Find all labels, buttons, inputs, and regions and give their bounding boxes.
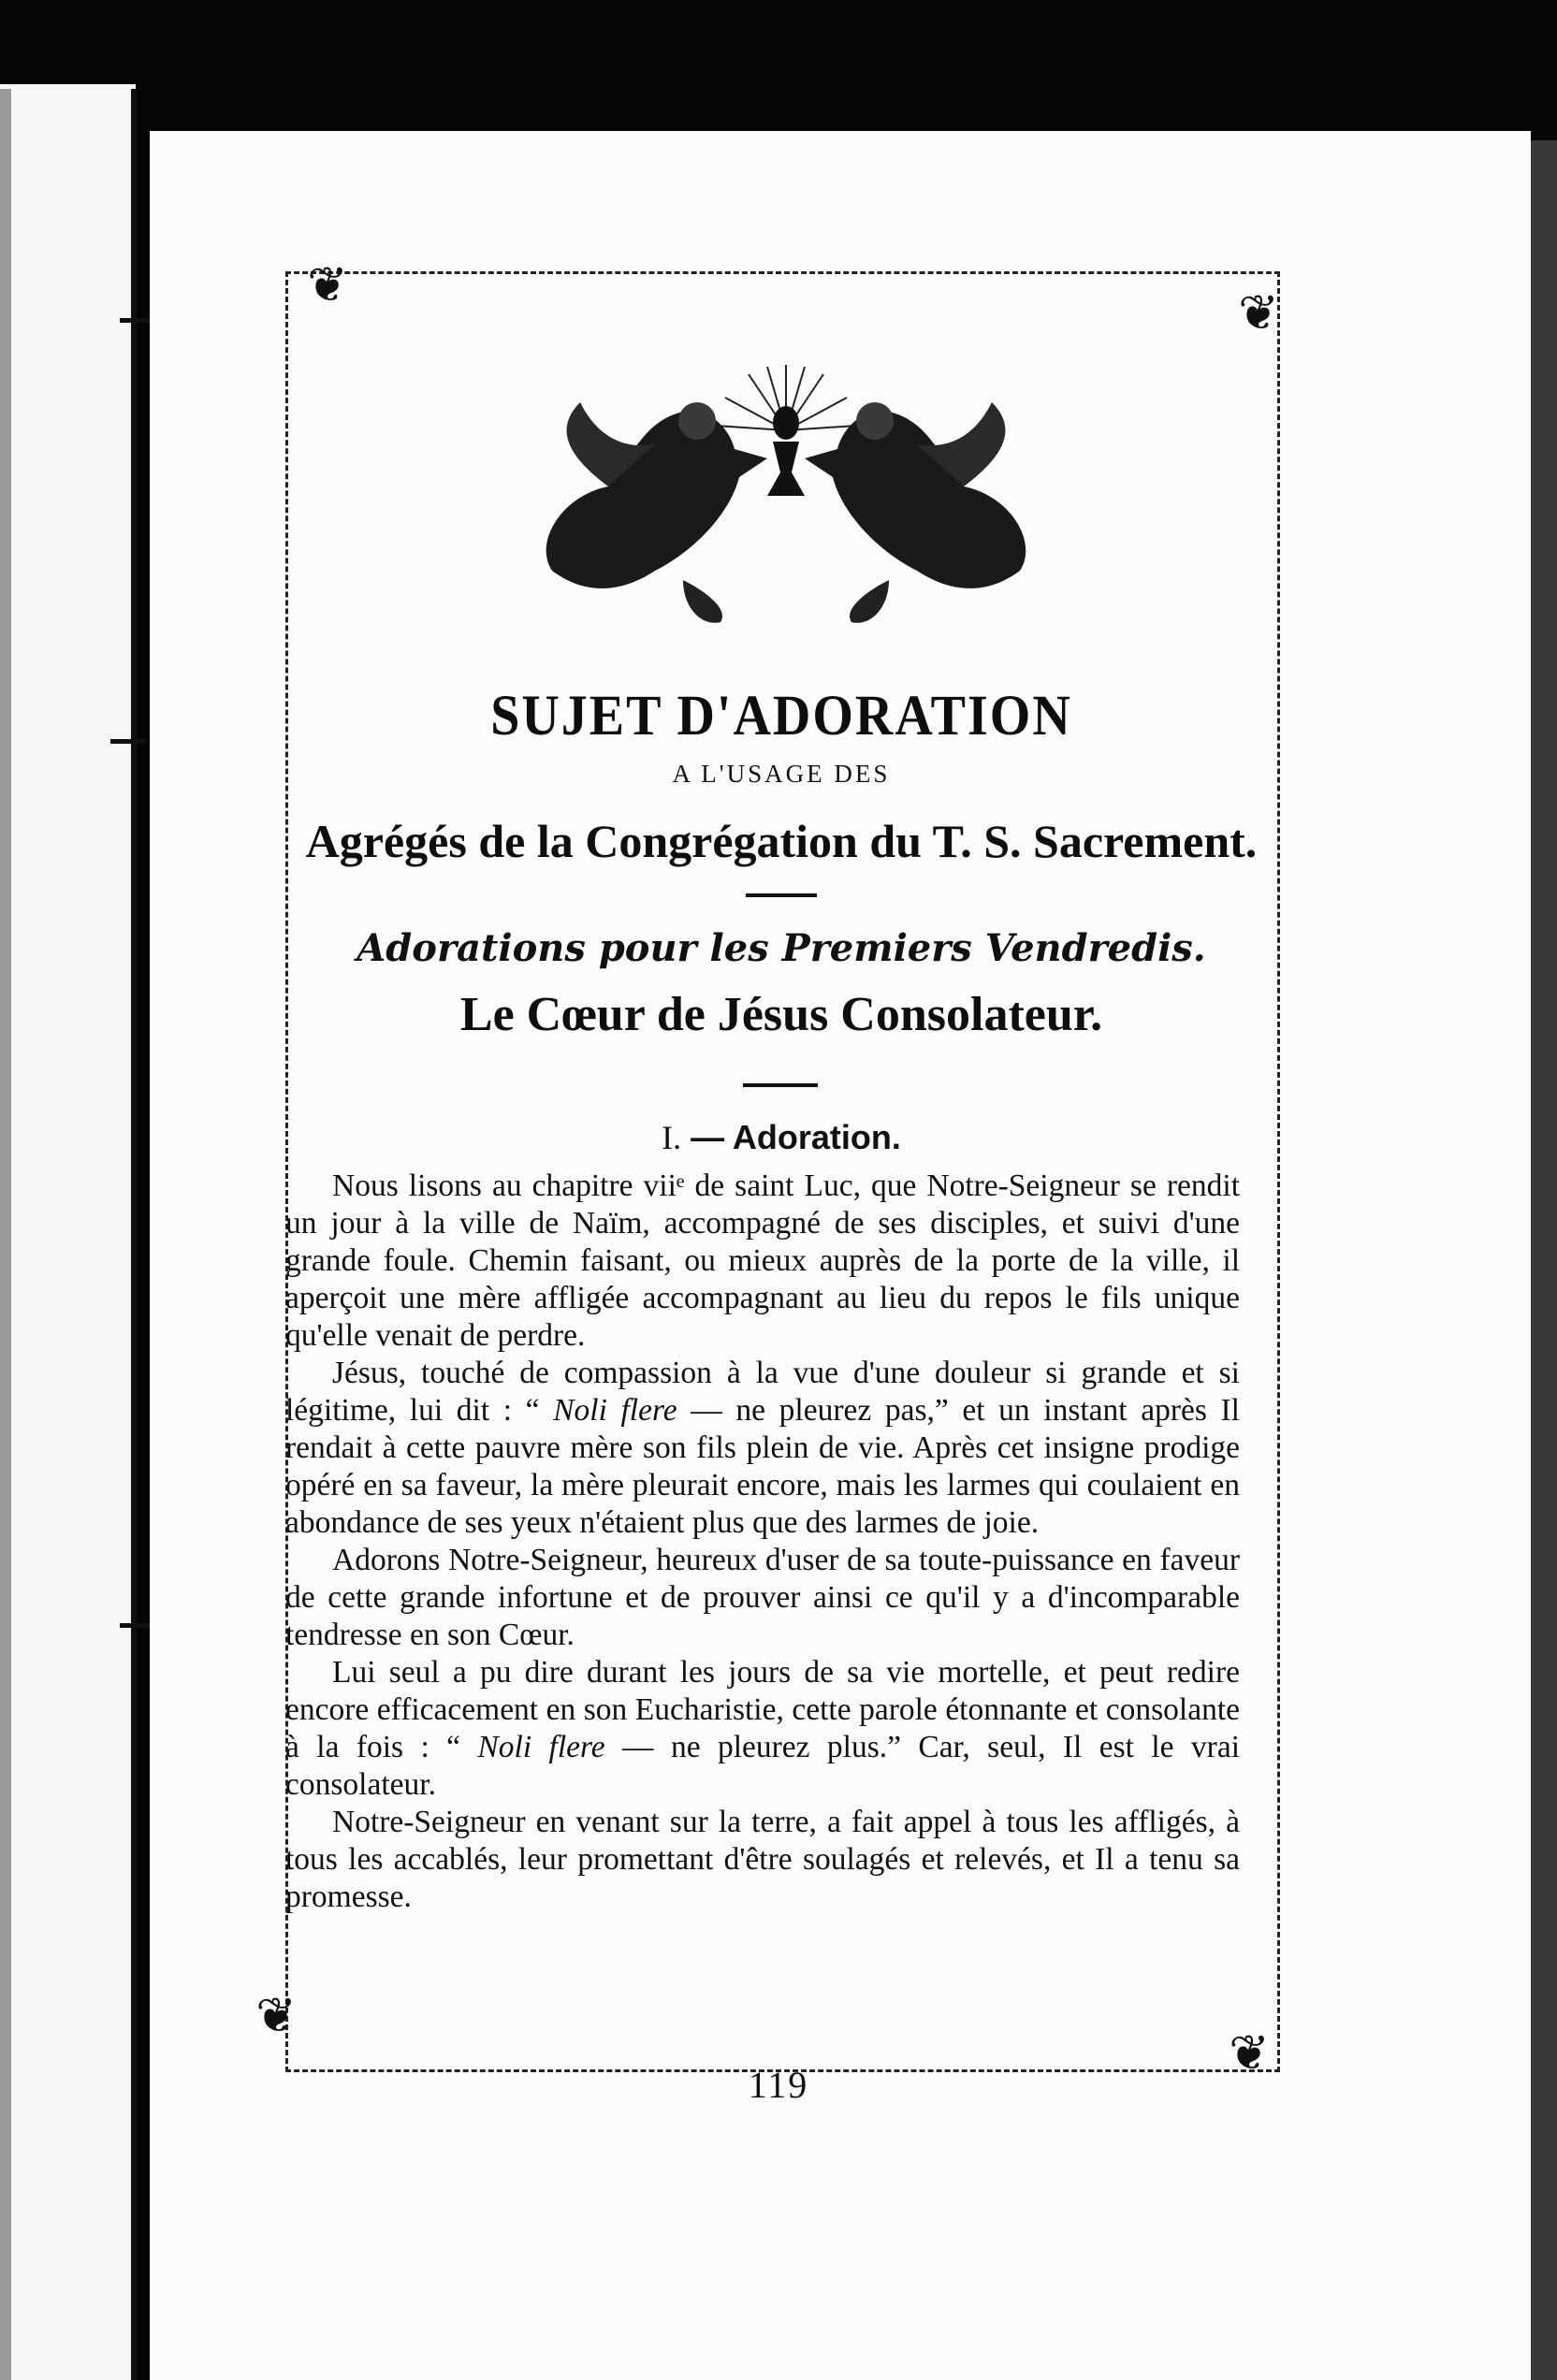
section-number: I.	[662, 1119, 682, 1156]
facing-page	[0, 84, 136, 2380]
angels-with-chalice-icon	[496, 356, 1076, 636]
section-heading	[281, 1118, 1282, 1157]
paragraph	[285, 1355, 1240, 1542]
page-content	[281, 271, 1282, 2105]
text-run: — ne pleurez pas,” et un instant après Il rendait à cette pauvre mère son fils plein de vie. Après cet insigne prodige opéré en sa faveur, la mère pleurait encore, mais les larmes qui coulaient en abondance de ses yeux n'étaient plus que des larmes de joie.	[285, 1393, 1240, 1540]
latin-phrase: Noli flere	[553, 1393, 677, 1428]
divider	[746, 893, 817, 897]
floral-corner-icon: ❦	[307, 257, 348, 313]
body-text	[285, 1168, 1240, 1916]
congregation-heading: Agrégés de la Congrégation du T. S. Sacrement.	[305, 815, 1258, 867]
text-run: — ne pleurez plus.” Car, seul, Il est le vrai consolateur.	[285, 1730, 1241, 1802]
text-run: Jésus, touché de compassion à la vue d'une douleur si grande et si légitime, lui dit : “	[285, 1356, 1240, 1428]
divider	[743, 1083, 818, 1087]
chapter-heading: Le Cœur de Jésus Consolateur.	[459, 988, 1103, 1041]
page-subtitle: A L'USAGE DES	[672, 760, 891, 788]
page-number: 119	[748, 2064, 809, 2106]
paragraph: Nous lisons au chapitre viiᵉ de saint Luc, que Notre-Seigneur se rendit un jour à la ville de Naïm, accompagné de ses disciples, et suivi d'une grande foule. Chemin faisant, ou mieux auprès de la porte de la ville, il aperçoit une mère affligée accompagnant au lieu du repos le fils unique qu'elle venait de perdre.	[285, 1168, 1240, 1353]
floral-corner-icon: ❦	[255, 1988, 297, 2044]
page-title: SUJET D'ADORATION	[490, 683, 1072, 748]
text-run: Lui seul a pu dire durant les jours de sa vie mortelle, et peut redire encore efficacement en son Eucharistie, cette parole étonnante et consolante à la fois : “	[285, 1655, 1240, 1764]
floral-corner-icon: ❦	[1238, 285, 1279, 341]
paragraph	[285, 1654, 1240, 1804]
paragraph: Adorons Notre-Seigneur, heureux d'user de sa toute-puissance en faveur de cette grande infortune et de prouver ainsi ce qu'il y a d'incomparable tendresse en son Cœur.	[285, 1543, 1240, 1652]
latin-phrase: Noli flere	[477, 1730, 605, 1764]
paragraph: Notre-Seigneur en venant sur la terre, a fait appel à tous les affligés, à tous les accablés, leur promettant d'être soulagés et relevés, et Il a tenu sa promesse.	[285, 1805, 1240, 1914]
facing-page-edge	[0, 89, 11, 2380]
section-title: Adoration.	[732, 1118, 901, 1156]
section-dash: —	[681, 1118, 733, 1156]
floral-corner-icon: ❦	[1229, 2025, 1270, 2082]
binding-tick	[110, 739, 146, 744]
series-heading: Adorations pour les Premiers Vendredis.	[357, 926, 1206, 970]
binding-rule	[131, 89, 137, 2380]
